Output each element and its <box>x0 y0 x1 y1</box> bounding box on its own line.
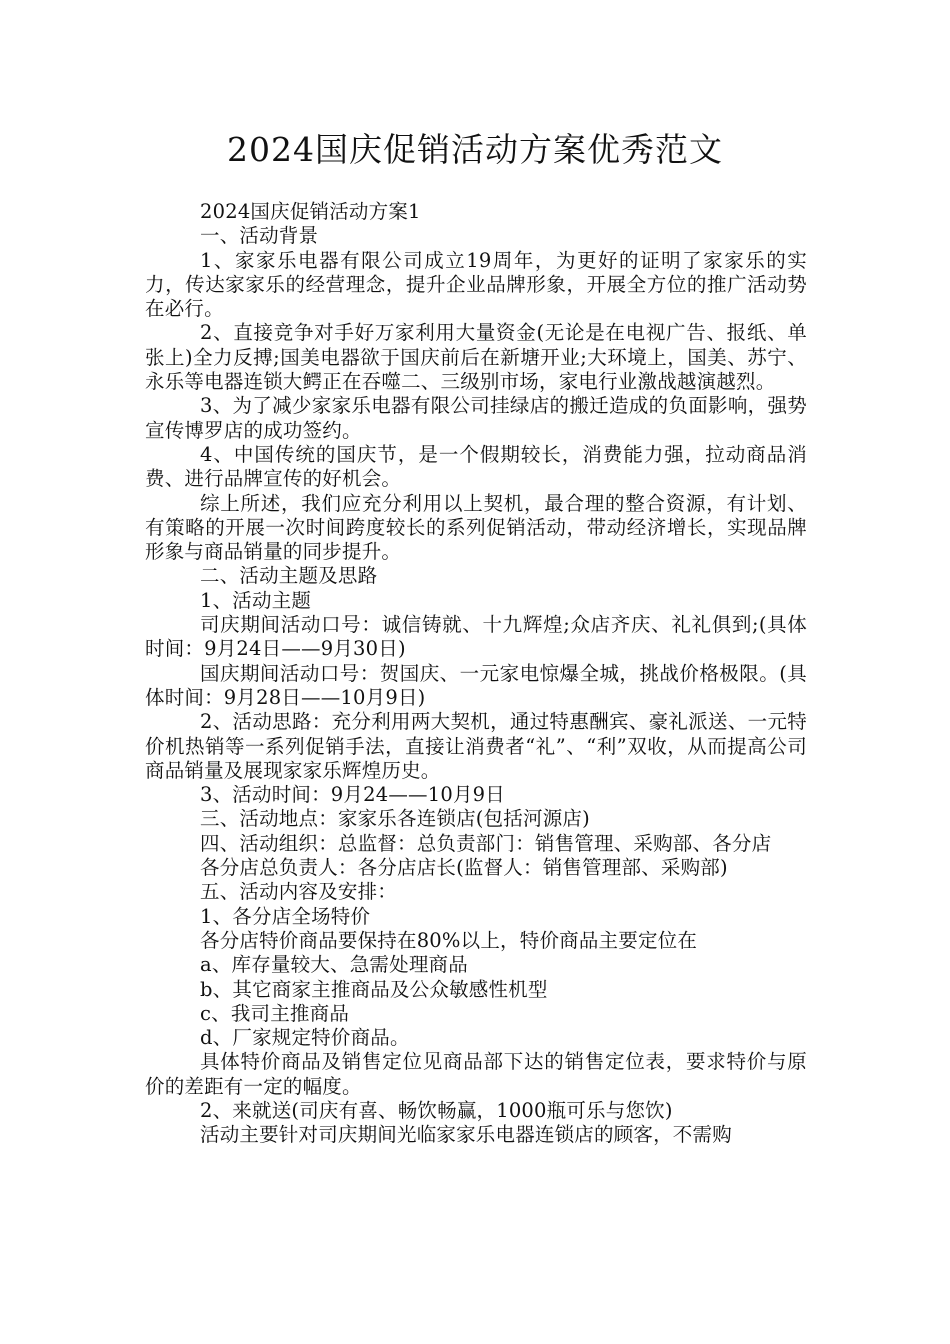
list-item: d、厂家规定特价商品。 <box>200 1026 410 1050</box>
paragraph: 2、活动思路：充分利用两大契机，通过特惠酬宾、豪礼派送、一元特价机热销等一系列促销手法，直接让消费者“礼”、“利”双收，从而提高公司商品销量及展现家家乐辉煌历史。 <box>145 710 807 782</box>
paragraph: 各分店总负责人：各分店店长(监督人：销售管理部、采购部) <box>200 856 728 880</box>
paragraph: 1、活动主题 <box>200 588 312 612</box>
paragraph: 国庆期间活动口号：贺国庆、一元家电惊爆全城，挑战价格极限。(具体时间：9月28日——10月9日) <box>145 661 807 709</box>
paragraph-section-4: 四、活动组织：总监督：总负责部门：销售管理、采购部、各分店 <box>200 831 772 855</box>
paragraph: 各分店特价商品要保持在80%以上，特价商品主要定位在 <box>200 928 698 952</box>
list-item: c、我司主推商品 <box>200 1001 350 1025</box>
paragraph: 2、来就送(司庆有喜、畅饮畅赢，1000瓶可乐与您饮) <box>200 1098 673 1122</box>
paragraph: 综上所述，我们应充分利用以上契机，最合理的整合资源，有计划、有策略的开展一次时间跨度较长的系列促销活动，带动经济增长，实现品牌形象与商品销量的同步提升。 <box>145 491 807 564</box>
paragraph: 3、为了减少家家乐电器有限公司挂绿店的搬迁造成的负面影响，强势宣传博罗店的成功签约。 <box>145 394 807 442</box>
paragraph: 活动主要针对司庆期间光临家家乐电器连锁店的顾客，不需购 <box>200 1123 732 1147</box>
list-item: b、其它商家主推商品及公众敏感性机型 <box>200 977 548 1001</box>
document-body <box>145 200 807 1148</box>
paragraph-section-3: 三、活动地点：家家乐各连锁店(包括河源店) <box>200 807 590 831</box>
paragraph-section-2: 二、活动主题及思路 <box>200 564 378 588</box>
paragraph-section-5: 五、活动内容及安排： <box>200 880 398 904</box>
paragraph: 1、家家乐电器有限公司成立19周年，为更好的证明了家家乐的实力，传达家家乐的经营理念，提升企业品牌形象，开展全方位的推广活动势在必行。 <box>145 248 807 321</box>
paragraph: 3、活动时间：9月24——10月9日 <box>200 783 505 807</box>
list-item: a、库存量较大、急需处理商品 <box>200 953 468 977</box>
paragraph: 1、各分店全场特价 <box>200 904 371 928</box>
paragraph: 2、直接竞争对手好万家利用大量资金(无论是在电视广告、报纸、单张上)全力反搏;国美电器欲于国庆前后在新塘开业;大环境上，国美、苏宁、永乐等电器连锁大鳄正在吞噬二、三级别市场，家电行业激战越演越烈。 <box>145 321 807 394</box>
paragraph: 司庆期间活动口号：诚信铸就、十九辉煌;众店齐庆、礼礼俱到;(具体时间：9月24日——9月30日) <box>145 613 807 661</box>
paragraph-plan-heading: 2024国庆促销活动方案1 <box>200 200 421 223</box>
paragraph: 4、中国传统的国庆节，是一个假期较长，消费能力强，拉动商品消费、进行品牌宣传的好机会。 <box>145 442 807 491</box>
document-title: 2024国庆促销活动方案优秀范文 <box>227 130 723 169</box>
paragraph: 具体特价商品及销售定位见商品部下达的销售定位表，要求特价与原价的差距有一定的幅度。 <box>145 1050 807 1098</box>
paragraph-section-1: 一、活动背景 <box>200 224 319 248</box>
